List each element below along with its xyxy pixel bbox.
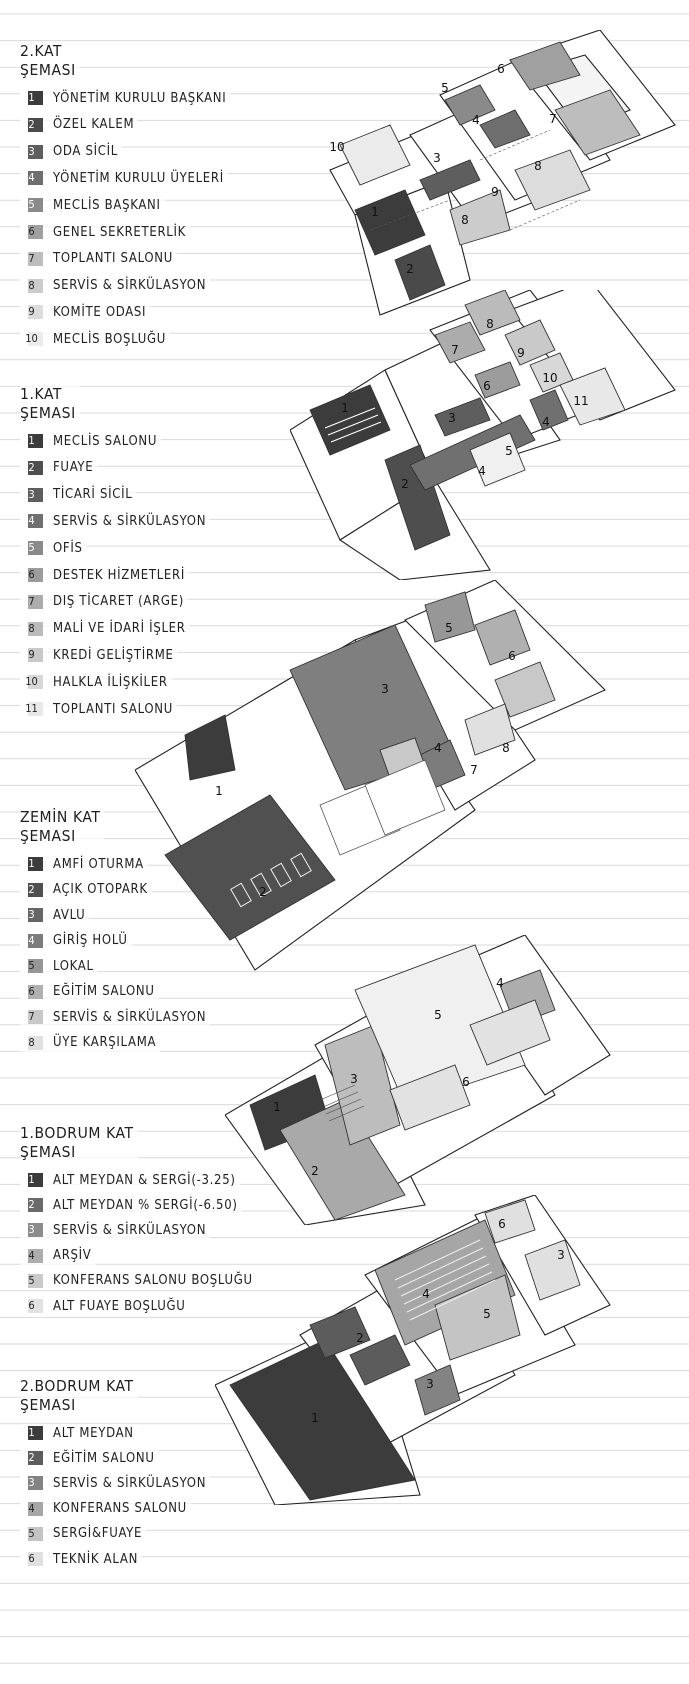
plan-label: 7 [470, 763, 478, 777]
plan-label: 11 [573, 394, 589, 408]
legend-item [20, 432, 161, 450]
section-1-kat [20, 385, 320, 727]
legend-swatch [20, 568, 43, 582]
legend-label: TOPLANTI SALONU [53, 251, 173, 267]
legend-number: 1 [28, 91, 35, 104]
legend-swatch [20, 1426, 43, 1440]
legend-label: MECLİS SALONU [53, 433, 158, 449]
legend-number: 7 [28, 251, 35, 265]
legend-swatch [20, 675, 43, 689]
legend-number: 4 [28, 933, 35, 947]
legend-swatch [20, 118, 43, 132]
plan-label: 8 [486, 317, 494, 331]
legend-item [20, 1221, 210, 1239]
legend-number: 4 [28, 514, 35, 528]
legend-swatch [20, 541, 43, 555]
legend-number: 7 [28, 594, 35, 608]
plan-label: 8 [461, 213, 469, 227]
legend-label: MECLİS BAŞKANI [53, 197, 161, 213]
legend-swatch [20, 1223, 43, 1237]
legend-item [20, 89, 230, 107]
legend-swatch [20, 1036, 43, 1050]
plan-label: 1 [215, 784, 223, 798]
legend-swatch [20, 488, 43, 502]
section-title: 1.KAT ŞEMASI [20, 385, 80, 423]
plan-label: 6 [497, 62, 505, 76]
legend-item [20, 593, 188, 611]
legend-item [20, 250, 177, 268]
legend-number: 5 [28, 541, 35, 555]
plan-label: 6 [462, 1075, 470, 1089]
plan-label: 5 [445, 621, 453, 635]
legend-swatch [20, 514, 43, 528]
legend-item [20, 700, 177, 718]
legend-item [20, 486, 136, 504]
legend-number: 2 [28, 117, 35, 131]
legend-label: KONFERANS SALONU [53, 1501, 187, 1517]
legend-item [20, 881, 152, 899]
legend-number: 7 [28, 1010, 35, 1023]
legend-item [20, 673, 172, 691]
legend-number: 1 [28, 1173, 35, 1186]
plan-label: 3 [350, 1072, 358, 1086]
legend-number: 1 [28, 1426, 35, 1439]
legend-swatch [20, 252, 43, 266]
legend-swatch [20, 622, 43, 636]
legend-item [20, 620, 190, 638]
legend-swatch [20, 461, 43, 475]
legend-item [20, 303, 150, 321]
legend-label: EĞİTİM SALONU [53, 984, 155, 999]
legend-swatch [20, 702, 43, 716]
legend-label: LOKAL [53, 958, 94, 974]
plan-label: 7 [549, 112, 557, 126]
legend-label: GİRİŞ HOLÜ [53, 933, 128, 948]
legend-swatch [20, 857, 43, 871]
plan-label: 2 [259, 885, 267, 899]
legend-number: 2 [28, 882, 35, 896]
plan-label: 3 [557, 1248, 565, 1262]
plan-label: 3 [426, 1377, 434, 1391]
legend-number: 4 [28, 1248, 35, 1262]
legend-label: SERVİS & SİRKÜLASYON [53, 278, 207, 294]
plan-label: 2 [406, 262, 414, 276]
legend-swatch [20, 225, 43, 239]
legend-item [20, 116, 138, 134]
legend-zemin-kat [20, 855, 320, 1059]
plan-label: 4 [472, 113, 480, 127]
legend-item [20, 983, 159, 1001]
legend-label: ODA SİCİL [53, 144, 118, 160]
section-title: 2.BODRUM KAT ŞEMASI [20, 1377, 138, 1415]
plan-label: 4 [434, 741, 442, 755]
plan-2-kat [310, 30, 680, 330]
legend-label: GENEL SEKRETERLİK [53, 224, 186, 240]
legend-1-kat [20, 432, 320, 727]
legend-label: AMFİ OTURMA [53, 856, 144, 872]
legend-label: SERVİS & SİRKÜLASYON [53, 1222, 207, 1238]
plan-label: 5 [441, 81, 449, 95]
legend-item [20, 1474, 210, 1492]
legend-number: 1 [28, 857, 35, 870]
legend-number: 6 [28, 568, 35, 581]
legend-number: 6 [28, 1552, 35, 1565]
legend-number: 6 [28, 984, 35, 998]
legend-label: OFİS [53, 540, 83, 556]
legend-swatch [20, 305, 43, 319]
plan-label: 10 [542, 371, 558, 385]
legend-label: ÜYE KARŞILAMA [53, 1035, 157, 1050]
plan-label: 2 [401, 477, 409, 491]
legend-item [20, 1297, 189, 1315]
legend-swatch [20, 145, 43, 159]
plan-label: 6 [483, 379, 491, 393]
plan-label: 4 [542, 415, 550, 429]
legend-swatch [20, 934, 43, 948]
legend-label: AVLU [53, 907, 86, 923]
legend-swatch [20, 198, 43, 212]
legend-2-kat [20, 89, 320, 357]
legend-number: 5 [28, 198, 35, 212]
legend-label: YÖNETİM KURULU BAŞKANI [53, 90, 227, 106]
legend-swatch [20, 959, 43, 973]
legend-label: MALİ VE İDARİ İŞLER [53, 621, 186, 637]
legend-swatch [20, 985, 43, 999]
legend-swatch [20, 1451, 43, 1465]
plan-label: 5 [483, 1307, 491, 1321]
legend-number: 8 [28, 278, 35, 292]
legend-label: AÇIK OTOPARK [53, 882, 148, 897]
legend-label: SERVİS & SİRKÜLASYON [53, 513, 207, 529]
legend-label: KONFERANS SALONU BOŞLUĞU [53, 1273, 253, 1289]
legend-swatch [20, 332, 43, 346]
legend-swatch [20, 1527, 43, 1541]
legend-swatch [20, 434, 43, 448]
legend-label: ALT MEYDAN & SERGİ(-3.25) [53, 1172, 236, 1188]
plan-label: 5 [505, 444, 513, 458]
legend-number: 3 [28, 487, 35, 501]
plan-label: 3 [381, 682, 389, 696]
legend-item [20, 646, 178, 664]
legend-label: ARŞİV [53, 1248, 92, 1264]
legend-swatch [20, 1476, 43, 1490]
legend-swatch [20, 648, 43, 662]
legend-number: 3 [28, 144, 35, 158]
legend-label: ALT MEYDAN [53, 1425, 134, 1441]
legend-item [20, 277, 210, 295]
legend-item [20, 957, 98, 975]
legend-number: 3 [28, 1476, 35, 1490]
legend-number: 5 [28, 1526, 35, 1540]
legend-label: ALT MEYDAN % SERGİ(-6.50) [53, 1197, 238, 1213]
plan-label: 4 [496, 976, 504, 990]
legend-label: SERVİS & SİRKÜLASYON [53, 1475, 207, 1491]
legend-swatch [20, 1299, 43, 1313]
legend-item [20, 196, 165, 214]
legend-swatch [20, 1173, 43, 1187]
legend-item [20, 143, 122, 161]
legend-label: EĞİTİM SALONU [53, 1450, 155, 1466]
plan-label: 1 [273, 1100, 281, 1114]
legend-item [20, 459, 97, 477]
section-2-kat [20, 42, 320, 357]
legend-swatch [20, 1552, 43, 1566]
legend-1-bodrum-kat [20, 1171, 320, 1322]
legend-number: 4 [28, 171, 35, 185]
plan-label: 9 [517, 346, 525, 360]
plan-label: 6 [508, 649, 516, 663]
legend-item [20, 1449, 159, 1467]
legend-label: FUAYE [53, 460, 94, 476]
legend-swatch [20, 279, 43, 293]
plan-label: 6 [498, 1217, 506, 1231]
legend-label: MECLİS BOŞLUĞU [53, 331, 167, 347]
section-2-bodrum-kat [20, 1377, 320, 1575]
plan-1-kat [290, 290, 680, 580]
legend-2-bodrum-kat [20, 1424, 320, 1575]
legend-item [20, 1171, 240, 1189]
legend-number: 4 [28, 1501, 35, 1515]
legend-label: SERVİS & SİRKÜLASYON [53, 1009, 207, 1025]
legend-label: DESTEK HİZMETLERİ [53, 567, 185, 583]
legend-label: TEKNİK ALAN [53, 1551, 139, 1567]
legend-swatch [20, 1198, 43, 1212]
section-title: ZEMİN KAT ŞEMASI [20, 808, 104, 846]
legend-item [20, 539, 87, 557]
legend-item [20, 855, 148, 873]
plan-label: 4 [478, 464, 486, 478]
legend-label: ÖZEL KALEM [53, 117, 135, 133]
legend-item [20, 1550, 142, 1568]
plan-label: 5 [434, 1008, 442, 1022]
legend-number: 5 [28, 1273, 35, 1287]
legend-number: 3 [28, 1223, 35, 1237]
plan-label: 8 [534, 159, 542, 173]
legend-item [20, 1196, 242, 1214]
legend-number: 9 [28, 305, 35, 319]
legend-number: 11 [25, 702, 38, 715]
legend-item [20, 1525, 146, 1543]
legend-swatch [20, 595, 43, 609]
legend-item [20, 169, 228, 187]
legend-number: 9 [28, 648, 35, 662]
legend-label: SERGİ&FUAYE [53, 1526, 143, 1542]
legend-item [20, 1424, 138, 1442]
legend-number: 2 [28, 1198, 35, 1212]
legend-swatch [20, 908, 43, 922]
legend-swatch [20, 171, 43, 185]
legend-item [20, 1247, 96, 1265]
legend-item [20, 566, 189, 584]
legend-number: 3 [28, 908, 35, 921]
legend-item [20, 1272, 257, 1290]
plan-label: 1 [341, 401, 349, 415]
plan-label: 3 [448, 411, 456, 425]
legend-label: KREDİ GELİŞTİRME [53, 647, 174, 663]
legend-number: 6 [28, 1299, 35, 1312]
legend-number: 10 [25, 675, 38, 689]
legend-number: 8 [28, 621, 35, 635]
legend-item [20, 1034, 160, 1052]
plan-label: 2 [311, 1164, 319, 1178]
legend-swatch [20, 1274, 43, 1288]
legend-number: 8 [28, 1035, 35, 1049]
legend-number: 2 [28, 460, 35, 474]
legend-swatch [20, 883, 43, 897]
legend-label: KOMİTE ODASI [53, 304, 147, 320]
legend-number: 1 [28, 434, 35, 447]
section-1-bodrum-kat [20, 1124, 320, 1322]
plan-label: 7 [451, 343, 459, 357]
plan-label: 4 [422, 1287, 430, 1301]
legend-item [20, 906, 89, 924]
legend-item [20, 1008, 210, 1026]
legend-swatch [20, 1010, 43, 1024]
legend-label: TOPLANTI SALONU [53, 701, 173, 717]
plan-label: 1 [371, 205, 379, 219]
plan-label: 9 [491, 185, 499, 199]
plan-label: 8 [502, 741, 510, 755]
legend-item [20, 932, 132, 950]
legend-label: TİCARİ SİCİL [53, 487, 133, 503]
plan-label: 3 [433, 151, 441, 165]
legend-swatch [20, 1502, 43, 1516]
legend-item [20, 1500, 191, 1518]
legend-number: 6 [28, 225, 35, 238]
legend-label: ALT FUAYE BOŞLUĞU [53, 1298, 186, 1314]
legend-number: 2 [28, 1451, 35, 1465]
legend-label: HALKLA İLİŞKİLER [53, 674, 168, 690]
section-title: 2.KAT ŞEMASI [20, 42, 80, 80]
legend-label: YÖNETİM KURULU ÜYELERİ [53, 170, 224, 186]
plan-label: 2 [356, 1331, 364, 1345]
legend-item [20, 330, 170, 348]
section-zemin-kat [20, 808, 320, 1059]
legend-item [20, 512, 210, 530]
legend-item [20, 223, 190, 241]
plan-label: 10 [329, 140, 345, 154]
legend-number: 5 [28, 959, 35, 972]
legend-label: DIŞ TİCARET (ARGE) [53, 594, 185, 610]
section-title: 1.BODRUM KAT ŞEMASI [20, 1124, 138, 1162]
legend-swatch [20, 1249, 43, 1263]
legend-swatch [20, 91, 43, 105]
plan-label: 1 [311, 1411, 319, 1425]
legend-number: 10 [25, 332, 38, 346]
